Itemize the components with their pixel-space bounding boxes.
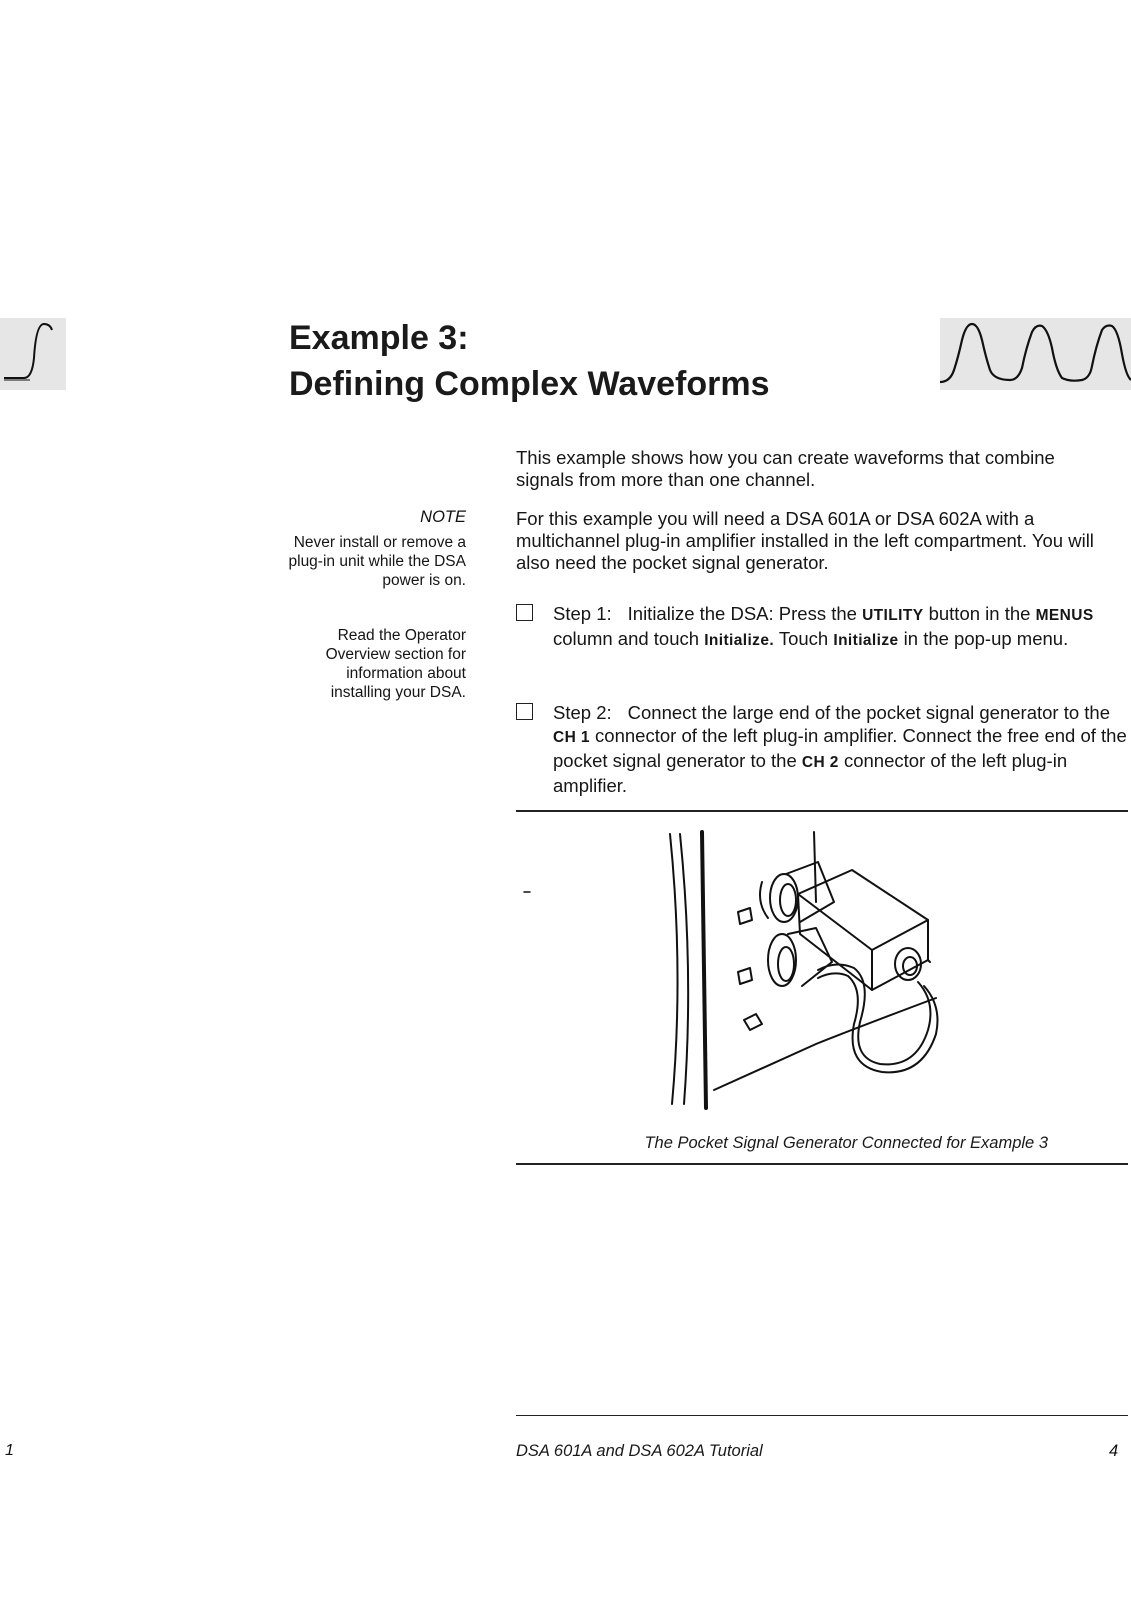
- step-1-label: Step 1:: [553, 603, 612, 624]
- menus-column-keyword: MENUS: [1035, 607, 1094, 624]
- page-number: 4: [1109, 1442, 1119, 1460]
- step-1-checkbox[interactable]: [516, 604, 533, 621]
- ch1-keyword: CH 1: [553, 729, 590, 746]
- divider-top: [516, 810, 1128, 812]
- utility-button-keyword: UTILITY: [862, 607, 924, 624]
- step-1-text-part: button in the: [923, 603, 1036, 624]
- footer-title: DSA 601A and DSA 602A Tutorial: [516, 1442, 763, 1460]
- divider-bottom: [516, 1163, 1128, 1165]
- step-2-label: Step 2:: [553, 702, 612, 723]
- intro-paragraph-1: This example shows how you can create waveforms that combine signals from more than one channel.: [516, 447, 1055, 490]
- step-1-text-part: column and touch: [553, 628, 705, 649]
- footer-rule: [516, 1415, 1128, 1416]
- ch2-keyword: CH 2: [801, 754, 839, 771]
- note-heading: NOTE: [420, 508, 466, 526]
- step-1-text: [553, 602, 1128, 652]
- pocket-signal-generator-illustration: [516, 822, 1128, 1118]
- waveform-icon-left: [0, 318, 70, 390]
- step-2-text-part: Connect the large end of the pocket signal generator to the: [627, 702, 1110, 723]
- figure-caption: The Pocket Signal Generator Connected for Example 3: [644, 1134, 1048, 1152]
- note-text-1: Never install or remove a plug-in unit while the DSA power is on.: [288, 534, 466, 589]
- step-2-text-part: connector of the left plug-in amplifier. Connect the free end of the pocket signal generator to the: [553, 725, 1127, 771]
- step-2-checkbox[interactable]: [516, 703, 533, 720]
- waveform-icon-right: [940, 318, 1131, 390]
- step-2-text-part: connector of the left plug-in amplifier.: [553, 750, 1068, 796]
- step-1-text-part: Touch: [774, 628, 834, 649]
- margin-mark: 1: [5, 1442, 14, 1459]
- page-title-line-2: Defining Complex Waveforms: [289, 365, 770, 403]
- initialize-popup-keyword: Initialize: [833, 632, 899, 649]
- initialize-keyword: Initialize.: [704, 632, 775, 649]
- step-2-text: [553, 701, 1128, 797]
- step-1-text-part: in the pop-up menu.: [898, 628, 1069, 649]
- page-title-line-1: Example 3:: [289, 319, 469, 357]
- note-text-2: Read the Operator Overview section for information about installing your DSA.: [325, 627, 466, 701]
- step-1-text-part: Initialize the DSA: Press the: [627, 603, 863, 624]
- intro-paragraph-2: For this example you will need a DSA 601A or DSA 602A with a multichannel plug-in amplifier installed in the left compartment. You will also need the pocket signal generator.: [516, 508, 1094, 573]
